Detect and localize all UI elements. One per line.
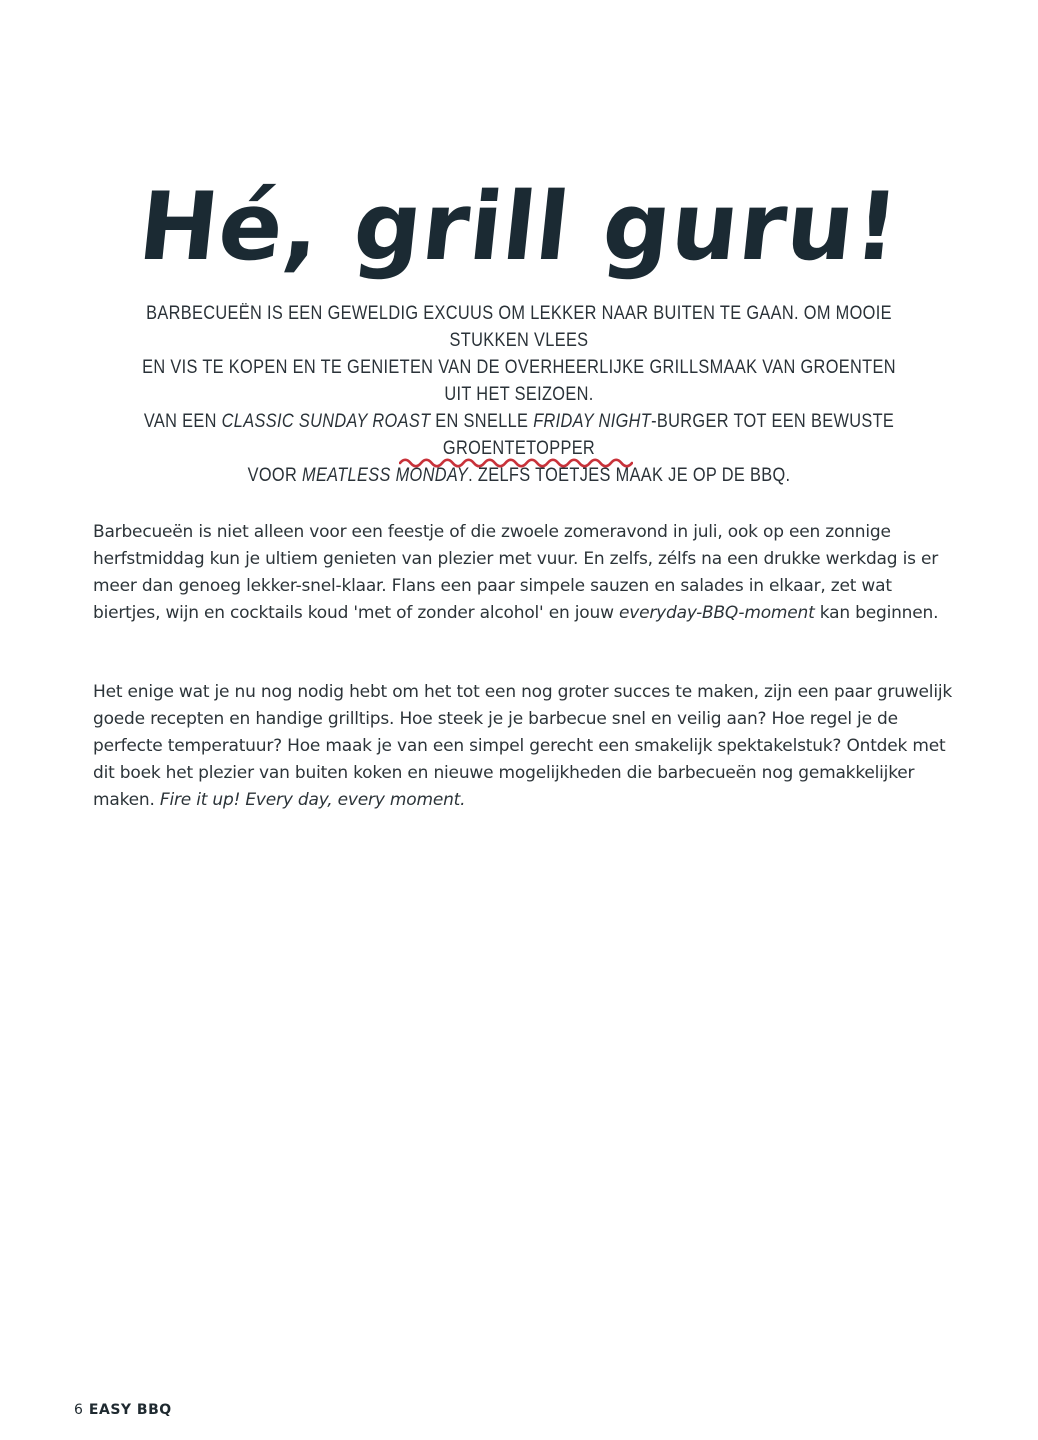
intro-line-4: VOOR MEATLESS MONDAY. ZELFS TOETJES MAAK JE OP DE BBQ. (247, 465, 791, 486)
wave-divider-icon (399, 455, 633, 471)
intro-line-3: VAN EEN CLASSIC SUNDAY ROAST EN SNELLE FRIDAY NIGHT-BURGER TOT EEN BEWUSTE GROENTETOPPER (143, 411, 895, 459)
page-footer (74, 1400, 172, 1420)
intro-line-2: EN VIS TE KOPEN EN TE GENIETEN VAN DE OVERHEERLIJKE GRILLSMAAK VAN GROENTEN UIT HET SEIZOEN. (142, 357, 896, 405)
intro-line-1: BARBECUEËN IS EEN GEWELDIG EXCUUS OM LEKKER NAAR BUITEN TE GAAN. OM MOOIE STUKKEN VLEES (146, 303, 892, 351)
book-brand: EASY BBQ (88, 1402, 172, 1418)
body-paragraph-2: Het enige wat je nu nog nodig hebt om het tot een nog groter succes te maken, zijn een paar gruwelijk goede recepten en handige grilltips. Hoe steek je je barbecue snel en veilig aan? Hoe regel je de perfecte temperatuur? Hoe maak je van een simpel gerecht een smakelijk spektakelstuk? Ontdek met dit boek het plezier van buiten koken en nieuwe mogelijkheden die barbecueën nog gemakkelijker maken. Fire it up! Every day, every moment. (93, 682, 953, 810)
page-title: Hé, grill guru! (133, 173, 905, 282)
body-paragraph-1: Barbecueën is niet alleen voor een feestje of die zwoele zomeravond in juli, ook op een zonnige herfstmiddag kun je ultiem genieten van plezier met vuur. En zelfs, zélfs na een drukke werkdag is er meer dan genoeg lekker-snel-klaar. Flans een paar simpele sauzen en salades in elkaar, zet wat biertjes, wijn en cocktails koud 'met of zonder alcohol' en jouw everyday-BBQ-moment kan beginnen. (93, 522, 939, 623)
page-number: 6 (74, 1402, 83, 1418)
